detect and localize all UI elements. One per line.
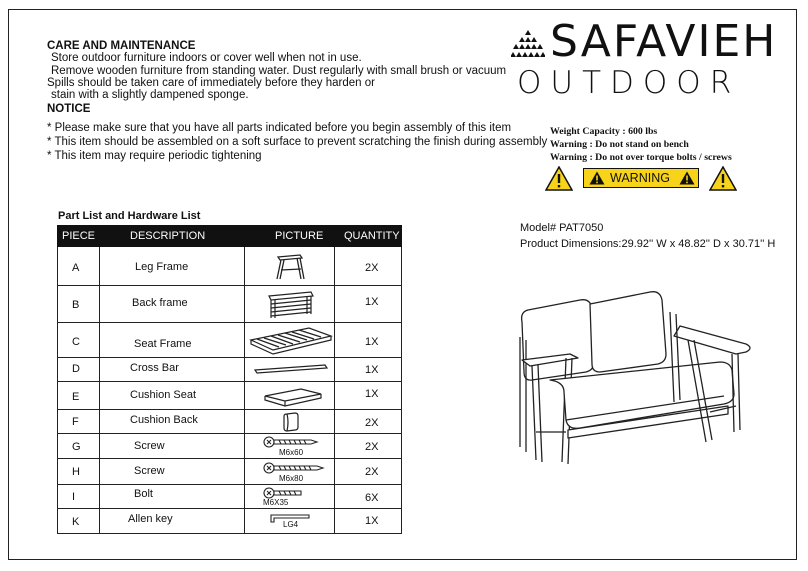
table-row (57, 459, 402, 485)
safavieh-logo-icon (511, 30, 545, 60)
row-piece: F (72, 416, 79, 428)
row-quantity: 2X (365, 417, 379, 429)
parts-title: Part List and Hardware List (58, 210, 201, 222)
header-picture: PICTURE (275, 230, 324, 242)
row-description: Seat Frame (134, 338, 192, 350)
table-row (57, 323, 402, 358)
product-dimensions: Product Dimensions:29.92'' W x 48.82'' D x 30.71'' H (520, 238, 776, 250)
table-row (57, 434, 402, 459)
row-quantity: 1X (365, 296, 379, 308)
row-piece: C (72, 336, 80, 348)
row-description: Allen key (128, 513, 173, 525)
weight-capacity: Weight Capacity : 600 lbs (550, 126, 658, 137)
header-description: DESCRIPTION (130, 230, 206, 242)
row-quantity: 2X (365, 466, 379, 478)
notice-title: NOTICE (47, 103, 91, 115)
row-quantity: 1X (365, 336, 379, 348)
warning-triangle-icon (679, 171, 695, 185)
row-piece: A (72, 262, 80, 274)
back-frame-icon (265, 290, 317, 320)
row-quantity: 1X (365, 388, 379, 400)
cushion-back-icon (281, 412, 301, 432)
model-number: Model# PAT7050 (520, 222, 604, 234)
notice-line: * This item should be assembled on a soft surface to prevent scratching the finish during assembly (47, 136, 548, 148)
header-quantity: QUANTITY (344, 230, 400, 242)
row-description: Cross Bar (130, 362, 179, 374)
warning-banner (583, 168, 699, 188)
row-description: Leg Frame (135, 261, 189, 273)
parts-table-header (57, 225, 402, 247)
row-piece: D (72, 363, 80, 375)
care-line: Spills should be taken care of immediately before they harden or (47, 77, 375, 89)
row-piece: E (72, 391, 80, 403)
cushion-seat-icon (263, 386, 323, 408)
care-title: CARE AND MAINTENANCE (47, 40, 196, 52)
picture-label: LG4 (283, 520, 299, 529)
warning-banner-label: WARNING (610, 171, 670, 185)
row-quantity: 1X (365, 515, 379, 527)
table-row (57, 286, 402, 323)
cross-bar-icon (253, 363, 329, 375)
row-quantity: 6X (365, 492, 379, 504)
seat-frame-icon (249, 326, 333, 356)
row-piece: H (72, 466, 80, 478)
row-piece: K (72, 516, 80, 528)
brand-sub: OUTDOOR (517, 65, 741, 101)
care-line: stain with a slightly dampened sponge. (51, 89, 249, 101)
warning-triangle-icon (545, 166, 573, 191)
screw-icon (263, 462, 325, 474)
notice-line: * Please make sure that you have all parts indicated before you begin assembly of this item (47, 122, 512, 134)
row-description: Screw (134, 440, 165, 452)
row-quantity: 2X (365, 441, 379, 453)
table-row (57, 485, 402, 509)
picture-label: M6x60 (279, 448, 304, 457)
table-row (57, 382, 402, 410)
picture-label: M6x80 (279, 474, 304, 483)
row-piece: G (72, 441, 81, 453)
row-description: Screw (134, 465, 165, 477)
screw-icon (263, 436, 319, 448)
row-piece: I (72, 491, 76, 503)
picture-label: M6X35 (263, 498, 289, 507)
leg-frame-icon (275, 253, 305, 281)
table-row (57, 509, 402, 534)
warning-line: Warning : Do not stand on bench (550, 139, 689, 150)
row-quantity: 2X (365, 262, 379, 274)
row-description: Cushion Seat (130, 389, 197, 401)
row-piece: B (72, 299, 80, 311)
warning-triangle-icon (709, 166, 737, 191)
row-description: Cushion Back (130, 414, 198, 426)
header-piece: PIECE (62, 230, 96, 242)
warning-line: Warning : Do not over torque bolts / screws (550, 152, 732, 163)
row-quantity: 1X (365, 364, 379, 376)
table-row (57, 247, 402, 286)
table-row (57, 358, 402, 382)
table-row (57, 410, 402, 434)
row-description: Bolt (134, 488, 153, 500)
brand-name: SAFAVIEH (550, 16, 778, 67)
row-description: Back frame (132, 297, 188, 309)
care-line: Remove wooden furniture from standing water. Dust regularly with small brush or vacuum (51, 65, 507, 77)
loveseat-illustration (510, 282, 758, 472)
care-line: Store outdoor furniture indoors or cover well when not in use. (51, 52, 362, 64)
warning-triangle-icon (589, 171, 605, 185)
notice-line: * This item may require periodic tightening (47, 150, 262, 162)
